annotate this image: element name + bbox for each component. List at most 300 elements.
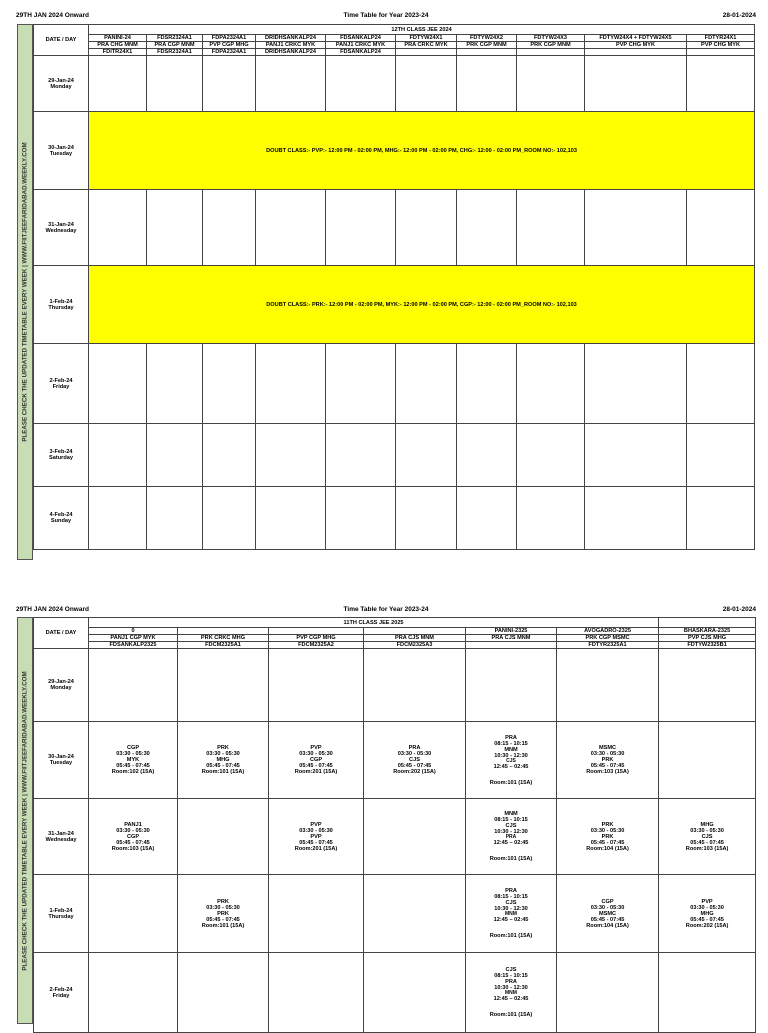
class-line: 10:30 - 12:30: [494, 906, 528, 912]
class-line: MHG: [700, 910, 714, 917]
table-row: [34, 722, 756, 799]
class-line: Room:101 (15A): [201, 922, 245, 929]
class-title-blank: [659, 618, 756, 628]
class-line: PRK: [601, 821, 614, 828]
col-teachers: PVP CJS MHG: [659, 635, 756, 642]
empty-cell: [147, 190, 203, 266]
class-line: 03:30 - 05:30: [116, 827, 150, 834]
col-code: FDCM2325A3: [364, 642, 466, 649]
col-batch: AVOGADRO-2325: [557, 628, 659, 635]
col-code: FDITR24X1: [89, 49, 147, 56]
empty-cell: [687, 424, 755, 487]
col-code: FDSANKALP2325: [89, 642, 178, 649]
col-code: [466, 642, 557, 649]
class-line: Room:103 (15A): [111, 845, 155, 852]
empty-cell: [326, 190, 396, 266]
row-day: Thursday: [48, 304, 74, 311]
empty-cell: [203, 487, 256, 550]
date-day-cell: [34, 112, 89, 190]
col-teachers: PRA CGP MNM: [147, 42, 203, 49]
doc2-timetable: [33, 617, 756, 1033]
doc2-side-banner: [17, 617, 33, 1024]
class-cell: [466, 799, 557, 875]
table-row: [34, 799, 756, 875]
class-line: PVP: [310, 745, 322, 751]
class-cell: [178, 953, 269, 1033]
col-code: FDTYW2325B1: [659, 642, 756, 649]
table-row: [34, 112, 755, 190]
class-cell: [89, 649, 178, 722]
class-line: Room:104 (15A): [586, 845, 629, 852]
row-date: 29-Jan-24: [48, 77, 74, 84]
class-line: 08:15 - 10:15: [494, 740, 528, 747]
col-code: DRIDHSANKALP24: [256, 49, 326, 56]
empty-cell: [585, 487, 687, 550]
class-line: 10:30 - 12:30: [494, 752, 528, 759]
class-cell: [269, 799, 364, 875]
class-line: CJS: [505, 823, 517, 829]
col-teachers: PVP CHG MYK: [687, 42, 755, 49]
doc1-side-banner: [17, 24, 33, 560]
class-line: Room:103 (15A): [586, 769, 629, 775]
class-cell: [557, 875, 659, 953]
col-teachers: PRA CJS MNM: [364, 635, 466, 642]
col-code: [687, 49, 755, 56]
class-cell: [659, 875, 756, 953]
class-line: PRK: [601, 833, 614, 840]
class-line: 12:45 – 02:45: [493, 917, 529, 923]
header-row-code: [34, 49, 755, 56]
class-line: Room:201 (15A): [294, 769, 338, 775]
empty-cell: [256, 56, 326, 112]
class-line: 08:15 - 10:15: [494, 894, 528, 900]
class-cell: [364, 649, 466, 722]
col-batch: PANINI-2325: [466, 628, 557, 635]
row-day: Tuesday: [49, 150, 73, 157]
class-cell: [466, 649, 557, 722]
class-line: 03:30 - 05:30: [690, 827, 724, 834]
doc1-header-right: 28-01-2024: [722, 12, 756, 19]
class-title: 12TH CLASS JEE 2024: [89, 25, 755, 35]
class-line: 05:45 - 07:45: [590, 839, 625, 846]
empty-cell: [457, 487, 517, 550]
class-line: Room:201 (15A): [294, 845, 338, 852]
empty-cell: [396, 344, 457, 424]
empty-cell: [203, 190, 256, 266]
class-line: 05:45 - 07:45: [590, 763, 625, 769]
row-date: 4-Feb-24: [49, 512, 73, 518]
class-line: PRA: [408, 745, 421, 751]
doc1-header-center: Time Table for Year 2023-24: [343, 12, 429, 19]
row-day: Monday: [50, 685, 72, 691]
col-batch: PANINI-24: [89, 35, 147, 42]
class-cell: [364, 799, 466, 875]
header-row-title: [34, 25, 755, 35]
col-teachers: PRA CJS MNM: [466, 635, 557, 642]
class-line: Room:101 (15A): [489, 856, 533, 862]
col-batch: [364, 628, 466, 635]
table-row: [34, 190, 755, 266]
empty-cell: [687, 56, 755, 112]
class-line: 05:45 - 07:45: [590, 916, 625, 923]
col-code: FDTYR2325A1: [557, 642, 659, 649]
class-line: MSMC: [598, 910, 617, 917]
col-code: [457, 49, 517, 56]
class-line: Room:103 (15A): [685, 845, 729, 852]
col-batch: [269, 628, 364, 635]
class-line: 03:30 - 05:30: [206, 751, 240, 757]
header-row-batch: [34, 628, 756, 635]
empty-cell: [203, 424, 256, 487]
class-line: MHG: [700, 821, 714, 828]
class-cell: [364, 953, 466, 1033]
class-line: PRK: [217, 898, 229, 905]
class-line: 05:45 - 07:45: [116, 839, 150, 846]
header-row-teachers: [34, 635, 756, 642]
class-title: 11TH CLASS JEE 2025: [89, 618, 659, 628]
col-teachers: PRA CRKC MYK: [396, 42, 457, 49]
header-row-teachers: [34, 42, 755, 49]
table-row: [34, 953, 756, 1033]
class-line: 05:45 - 07:45: [206, 916, 240, 923]
empty-cell: [89, 487, 147, 550]
empty-cell: [687, 344, 755, 424]
doc1-timetable: [33, 24, 755, 550]
class-cell: [269, 649, 364, 722]
class-cell: [269, 875, 364, 953]
class-line: CJS: [505, 900, 517, 906]
class-line: Room:202 (15A): [685, 922, 729, 929]
class-line: 05:45 - 07:45: [690, 839, 724, 846]
col-code: [517, 49, 585, 56]
empty-cell: [517, 344, 585, 424]
class-cell: [89, 875, 178, 953]
empty-cell: [585, 424, 687, 487]
col-batch: BHASKARA-2325: [659, 628, 756, 635]
empty-cell: [457, 56, 517, 112]
class-line: PRA: [505, 888, 517, 894]
col-batch: FDTYR24X1: [687, 35, 755, 42]
empty-cell: [256, 344, 326, 424]
row-day: Tuesday: [49, 760, 73, 766]
class-cell: [178, 649, 269, 722]
col-batch: FDPA2324A1: [203, 35, 256, 42]
class-line: PRA: [505, 734, 517, 741]
row-date: 2-Feb-24: [49, 377, 73, 384]
empty-cell: [457, 344, 517, 424]
col-teachers: PANJ1 CGP MYK: [89, 635, 178, 642]
class-cell: [89, 722, 178, 799]
class-line: MHG: [216, 757, 230, 763]
class-line: CGP: [309, 757, 323, 763]
class-cell: [269, 722, 364, 799]
col-code: FDPA2324A1: [203, 49, 256, 56]
empty-cell: [585, 344, 687, 424]
col-code: [585, 49, 687, 56]
class-line: 03:30 - 05:30: [690, 904, 724, 911]
row-date: 1-Feb-24: [49, 298, 73, 305]
class-line: 03:30 - 05:30: [590, 904, 625, 911]
class-line: PVP: [310, 833, 322, 840]
date-day-cell: [34, 722, 89, 799]
class-line: PRA: [505, 979, 517, 985]
empty-cell: [256, 190, 326, 266]
class-line: 03:30 - 05:30: [299, 751, 333, 757]
class-line: 05:45 - 07:45: [690, 916, 724, 923]
empty-cell: [396, 190, 457, 266]
row-date: 30-Jan-24: [48, 144, 74, 151]
table-row: [34, 56, 755, 112]
row-date: 2-Feb-24: [49, 986, 73, 993]
class-line: PVP: [310, 821, 322, 828]
doubt-class-banner: DOUBT CLASS:- PVP:- 12:00 PM - 02:00 PM, MHG:- 12:00 PM - 02:00 PM, CHG:- 12:00 - 02:00 PM_ROOM NO:- 102,103: [89, 112, 755, 190]
col-teachers: PRK CGP MSMC: [557, 635, 659, 642]
class-line: MNM: [504, 811, 518, 817]
class-line: MYK: [126, 757, 140, 763]
empty-cell: [326, 424, 396, 487]
date-day-cell: [34, 344, 89, 424]
class-line: 12:45 – 02:45: [493, 996, 529, 1002]
class-cell: [659, 953, 756, 1033]
row-day: Sunday: [50, 518, 72, 524]
empty-cell: [89, 56, 147, 112]
empty-cell: [326, 487, 396, 550]
class-line: PANJ1: [124, 821, 142, 828]
class-cell: [89, 953, 178, 1033]
empty-cell: [147, 56, 203, 112]
class-line: 05:45 - 07:45: [206, 763, 240, 769]
class-cell: [659, 722, 756, 799]
class-line: PVP: [701, 898, 713, 905]
date-day-cell: [34, 424, 89, 487]
row-date: 3-Feb-24: [49, 449, 73, 455]
empty-cell: [203, 56, 256, 112]
empty-cell: [457, 424, 517, 487]
header-row-title: [34, 618, 756, 628]
row-day: Friday: [52, 383, 70, 390]
header-row-code: [34, 642, 756, 649]
class-line: 08:15 - 10:15: [494, 973, 528, 979]
class-cell: [557, 799, 659, 875]
doc2-header-right: 28-01-2024: [722, 606, 756, 613]
empty-cell: [687, 190, 755, 266]
header-row-batch: [34, 35, 755, 42]
class-line: 03:30 - 05:30: [299, 827, 333, 834]
table-row: [34, 344, 755, 424]
doubt-class-banner: DOUBT CLASS:- PRK:- 12:00 PM - 02:00 PM, MYK:- 12:00 PM - 02:00 PM, CGP:- 12:00 - 02:00 PM_ROOM NO:- 102,103: [89, 266, 755, 344]
class-cell: [659, 799, 756, 875]
date-day-cell: [34, 875, 89, 953]
class-cell: [466, 722, 557, 799]
row-date: 31-Jan-24: [48, 830, 74, 837]
class-line: 03:30 - 05:30: [206, 904, 240, 911]
class-line: MNM: [504, 746, 518, 753]
class-cell: [557, 722, 659, 799]
empty-cell: [396, 56, 457, 112]
col-batch: FDTYW24X1: [396, 35, 457, 42]
class-line: 03:30 - 05:30: [116, 751, 150, 757]
date-day-cell: [34, 487, 89, 550]
col-batch: [178, 628, 269, 635]
row-day: Thursday: [48, 913, 74, 920]
class-line: 12:45 – 02:45: [493, 763, 529, 770]
col-batch: FDTYW24X2: [457, 35, 517, 42]
class-line: PRA: [505, 834, 517, 840]
class-line: PRK: [601, 757, 614, 763]
class-line: CGP: [601, 898, 614, 905]
class-line: MNM: [505, 911, 517, 917]
doc2-side-text: PLEASE CHECK THE UPDATED TIMETABLE EVERY WEEK | WWW.FIITJEEFARIDABAD.WEEKLY.COM: [21, 670, 29, 971]
date-day-cell: [34, 799, 89, 875]
col-teachers: PRK CRKC MHG: [178, 635, 269, 642]
table-row: [34, 424, 755, 487]
class-line: 10:30 - 12:30: [494, 829, 528, 835]
table-row: [34, 649, 756, 722]
class-line: CJS: [506, 757, 516, 764]
date-day-cell: [34, 190, 89, 266]
empty-cell: [203, 344, 256, 424]
row-date: 1-Feb-24: [49, 907, 73, 914]
row-day: Saturday: [49, 455, 73, 461]
date-day-label: DATE / DAY: [34, 25, 89, 56]
class-line: 03:30 - 05:30: [590, 751, 625, 757]
col-code: FDCM2325A1: [178, 642, 269, 649]
date-day-cell: [34, 56, 89, 112]
doc2-header: [16, 606, 756, 616]
class-line: PRK: [217, 745, 229, 751]
empty-cell: [326, 56, 396, 112]
col-teachers: PRK CGP MNM: [457, 42, 517, 49]
class-line: Room:101 (15A): [489, 933, 533, 939]
row-day: Wednesday: [45, 836, 77, 843]
class-line: CJS: [701, 833, 713, 840]
class-line: 03:30 - 05:30: [590, 827, 625, 834]
col-teachers: PANJ1 CRKC MYK: [326, 42, 396, 49]
row-date: 29-Jan-24: [48, 679, 74, 685]
class-line: 08:15 - 10:15: [494, 817, 528, 823]
class-line: 05:45 - 07:45: [299, 763, 333, 769]
empty-cell: [687, 487, 755, 550]
col-batch: DRIDHSANKALP24: [256, 35, 326, 42]
doc2-header-left: 29TH JAN 2024 Onward: [16, 606, 89, 613]
col-batch: FDSANKALP24: [326, 35, 396, 42]
class-line: 10:30 - 12:30: [494, 985, 528, 991]
row-date: 30-Jan-24: [48, 754, 74, 760]
class-line: Room:101 (15A): [201, 769, 245, 775]
class-line: PRK: [217, 910, 229, 917]
col-teachers: PRA CHG MNM: [89, 42, 147, 49]
class-line: CJS: [505, 967, 517, 973]
date-day-cell: [34, 266, 89, 344]
col-batch: 0: [89, 628, 178, 635]
class-line: 03:30 - 05:30: [397, 751, 432, 757]
class-cell: [364, 722, 466, 799]
empty-cell: [89, 344, 147, 424]
class-cell: [178, 799, 269, 875]
class-line: 05:45 - 07:45: [116, 763, 150, 769]
class-cell: [557, 953, 659, 1033]
empty-cell: [517, 487, 585, 550]
date-day-label: DATE / DAY: [34, 618, 89, 649]
empty-cell: [457, 190, 517, 266]
empty-cell: [147, 424, 203, 487]
col-code: FDCM2325A2: [269, 642, 364, 649]
empty-cell: [517, 424, 585, 487]
date-day-cell: [34, 649, 89, 722]
doc1-header-left: 29TH JAN 2024 Onward: [16, 12, 89, 19]
col-code: FDSANKALP24: [326, 49, 396, 56]
empty-cell: [326, 344, 396, 424]
col-teachers: PRK CGP MNM: [517, 42, 585, 49]
class-cell: [466, 953, 557, 1033]
class-line: Room:101 (15A): [489, 779, 533, 786]
doc2-header-center: Time Table for Year 2023-24: [343, 606, 429, 613]
col-batch: FDTYW24X4 + FDTYW24X5: [585, 35, 687, 42]
empty-cell: [517, 56, 585, 112]
class-cell: [557, 649, 659, 722]
class-line: CGP: [126, 833, 140, 840]
col-teachers: PANJ1 CRKC MYK: [256, 42, 326, 49]
empty-cell: [89, 424, 147, 487]
empty-cell: [256, 487, 326, 550]
doc1-side-text: PLEASE CHECK THE UPDATED TIMETABLE EVERY WEEK | WWW.FIITJEEFARIDABAD.WEEKLY.COM: [21, 142, 29, 442]
empty-cell: [396, 487, 457, 550]
class-cell: [178, 875, 269, 953]
col-teachers: PVP CGP MHG: [203, 42, 256, 49]
row-day: Friday: [52, 992, 70, 999]
class-line: MNM: [505, 990, 517, 996]
class-cell: [269, 953, 364, 1033]
empty-cell: [89, 190, 147, 266]
doc1-header: [16, 12, 756, 22]
class-cell: [364, 875, 466, 953]
date-day-cell: [34, 953, 89, 1033]
class-line: CJS: [409, 757, 420, 763]
col-code: FDSR2324A1: [147, 49, 203, 56]
col-teachers: PVP CHG MYK: [585, 42, 687, 49]
empty-cell: [256, 424, 326, 487]
class-line: CGP: [126, 745, 140, 751]
class-line: 12:45 – 02:45: [493, 840, 529, 846]
class-cell: [89, 799, 178, 875]
class-line: 05:45 - 07:45: [299, 839, 333, 846]
class-line: Room:101 (15A): [489, 1012, 533, 1018]
class-line: Room:104 (15A): [586, 922, 629, 929]
row-day: Wednesday: [45, 227, 77, 234]
col-code: [396, 49, 457, 56]
col-teachers: PVP CGP MHG: [269, 635, 364, 642]
row-day: Monday: [50, 83, 72, 90]
class-cell: [659, 649, 756, 722]
row-date: 31-Jan-24: [48, 221, 74, 228]
empty-cell: [147, 487, 203, 550]
class-line: Room:202 (15A): [393, 769, 436, 775]
class-cell: [466, 875, 557, 953]
class-line: 05:45 - 07:45: [397, 763, 432, 769]
class-line: Room:102 (15A): [111, 769, 155, 775]
empty-cell: [396, 424, 457, 487]
empty-cell: [585, 190, 687, 266]
table-row: [34, 487, 755, 550]
class-cell: [178, 722, 269, 799]
empty-cell: [147, 344, 203, 424]
col-batch: FDTYW24X3: [517, 35, 585, 42]
empty-cell: [517, 190, 585, 266]
col-batch: FDSR2324A1: [147, 35, 203, 42]
table-row: [34, 875, 756, 953]
table-row: [34, 266, 755, 344]
empty-cell: [585, 56, 687, 112]
